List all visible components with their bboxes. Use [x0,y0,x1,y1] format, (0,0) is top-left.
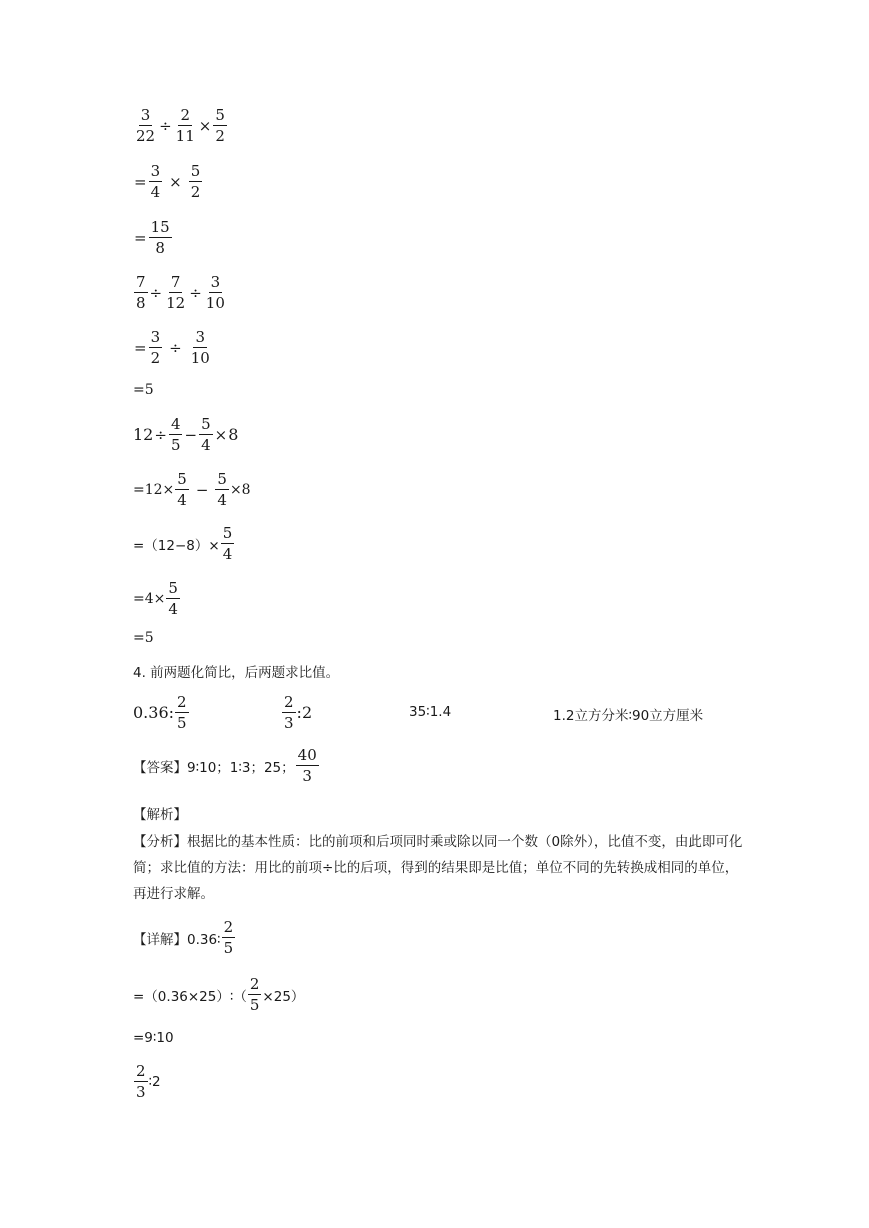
calc1-line2 [133,162,203,201]
denominator: 8 [155,239,165,257]
numerator: 2 [177,693,187,711]
detail-line1 [133,918,236,957]
expression-text: ∶2 [148,1073,161,1090]
number: 12 [133,425,154,444]
numerator: 3 [140,106,151,124]
numerator: 2 [136,1062,146,1080]
operator: ÷ [169,338,182,357]
fraction [204,273,227,312]
detail-line2 [133,975,304,1014]
equals-sign: = [134,172,147,191]
expression-text: =12× [133,481,175,498]
numerator: 5 [168,579,178,597]
question-4-title [133,661,339,681]
calc1-line3 [133,218,173,257]
denominator: 3 [284,714,294,732]
numerator: 3 [210,273,221,291]
denominator: 22 [136,127,156,145]
operator: − [195,480,209,499]
q4-problem-4 [553,704,703,724]
numerator: 5 [217,470,227,488]
calc3-line2 [133,470,251,509]
numerator: 4 [170,415,181,433]
calc2-line1 [133,273,228,312]
operator: ÷ [159,116,172,135]
denominator: 4 [168,600,178,618]
expression-text: =（0.36×25）∶（ [133,988,247,1005]
fraction [189,162,203,201]
fraction [169,415,183,454]
fraction [164,273,187,312]
denominator: 4 [177,491,187,509]
calc3-line5 [133,630,154,646]
expression-text: 35∶1.4 [409,704,452,720]
denominator: 3 [302,767,312,785]
denominator: 2 [150,349,161,367]
analysis-paragraph: 【分析】根据比的基本性质：比的前项和后项同时乘或除以同一个数（0除外），比值不变，由此即可化简；求比值的方法：用比的前项÷比的后项，得到的结果即是比值；单位不同的先转换成相同的单位，再进行求解。 [133,834,743,902]
denominator: 10 [205,294,225,312]
fraction [175,693,189,732]
denominator: 8 [136,294,146,312]
numerator: 3 [195,328,206,346]
numerator: 2 [180,106,190,124]
denominator: 4 [222,545,233,563]
answer-line [133,746,320,785]
equals-sign: = [134,228,147,247]
denominator: 2 [190,183,201,201]
fraction [221,524,235,563]
expression-text: ×8 [229,481,251,498]
denominator: 5 [177,714,187,732]
denominator: 12 [166,294,186,312]
answer-text: 【答案】9∶10；1∶3；25； [133,759,295,776]
denominator: 4 [201,436,211,454]
denominator: 2 [215,127,225,145]
calc3-line1 [133,415,238,454]
fraction [213,106,227,145]
question-text: 4. 前两题化简比，后两题求比值。 [133,665,340,681]
section-label: 【解析】 [133,807,187,823]
fraction [149,162,163,201]
q4-problem-2 [281,693,312,732]
calc3-line3 [133,524,235,563]
numerator: 2 [249,975,260,993]
calc1-line1 [133,106,228,145]
numerator: 2 [223,918,234,936]
operator: ÷ [189,283,202,302]
expression-text: =4× [133,590,166,607]
numerator: 5 [177,470,187,488]
operator: − [184,425,198,444]
numerator: 3 [150,162,161,180]
expression-text: 0.36: [133,703,175,722]
fraction [134,1062,148,1101]
denominator: 10 [190,349,210,367]
numerator: 3 [150,328,161,346]
fraction [166,579,180,618]
operator: × [169,172,182,191]
fraction [222,918,236,957]
calc2-line2 [133,328,213,367]
fraction [215,470,229,509]
operator: ÷ [149,283,163,302]
denominator: 3 [136,1083,146,1101]
calc3-line4 [133,579,181,618]
numerator: 40 [297,746,317,764]
fraction [248,975,262,1014]
result-text: =5 [133,630,154,646]
numerator: 5 [222,524,233,542]
result-text: =9∶10 [133,1030,174,1046]
numerator: 5 [215,106,225,124]
fraction [149,328,163,367]
fraction [174,106,197,145]
detail-text: 【详解】0.36∶ [133,931,221,948]
denominator: 5 [170,436,181,454]
denominator: 4 [150,183,161,201]
numerator: 7 [136,273,146,291]
operator: × [214,425,228,444]
numerator: 5 [190,162,201,180]
numerator: 15 [150,218,170,236]
fraction [134,273,148,312]
fraction [149,218,172,257]
equals-sign: = [134,338,147,357]
q4-problem-3 [409,704,451,720]
number: 8 [228,425,239,444]
fraction [282,693,296,732]
denominator: 4 [217,491,227,509]
fraction [134,106,157,145]
operator: × [198,116,212,135]
detail-line3 [133,1030,174,1046]
expression-text: 1.2立方分米∶90立方厘米 [553,708,704,724]
fraction [175,470,189,509]
operator: ÷ [154,425,167,444]
denominator: 11 [175,127,195,145]
expression-text: ×25） [262,988,305,1005]
fraction [189,328,212,367]
fraction [296,746,319,785]
expression-text: :2 [296,703,313,722]
q4-problem-1 [133,693,190,732]
numerator: 5 [201,415,211,433]
denominator: 5 [249,996,260,1014]
calc2-line3 [133,382,154,398]
analysis-label [133,803,187,823]
denominator: 5 [223,939,234,957]
fraction [199,415,213,454]
expression-text: =（12−8）× [133,537,220,554]
detail-line4 [133,1062,161,1101]
numerator: 2 [284,693,294,711]
result-text: =5 [133,382,154,398]
numerator: 7 [170,273,181,291]
